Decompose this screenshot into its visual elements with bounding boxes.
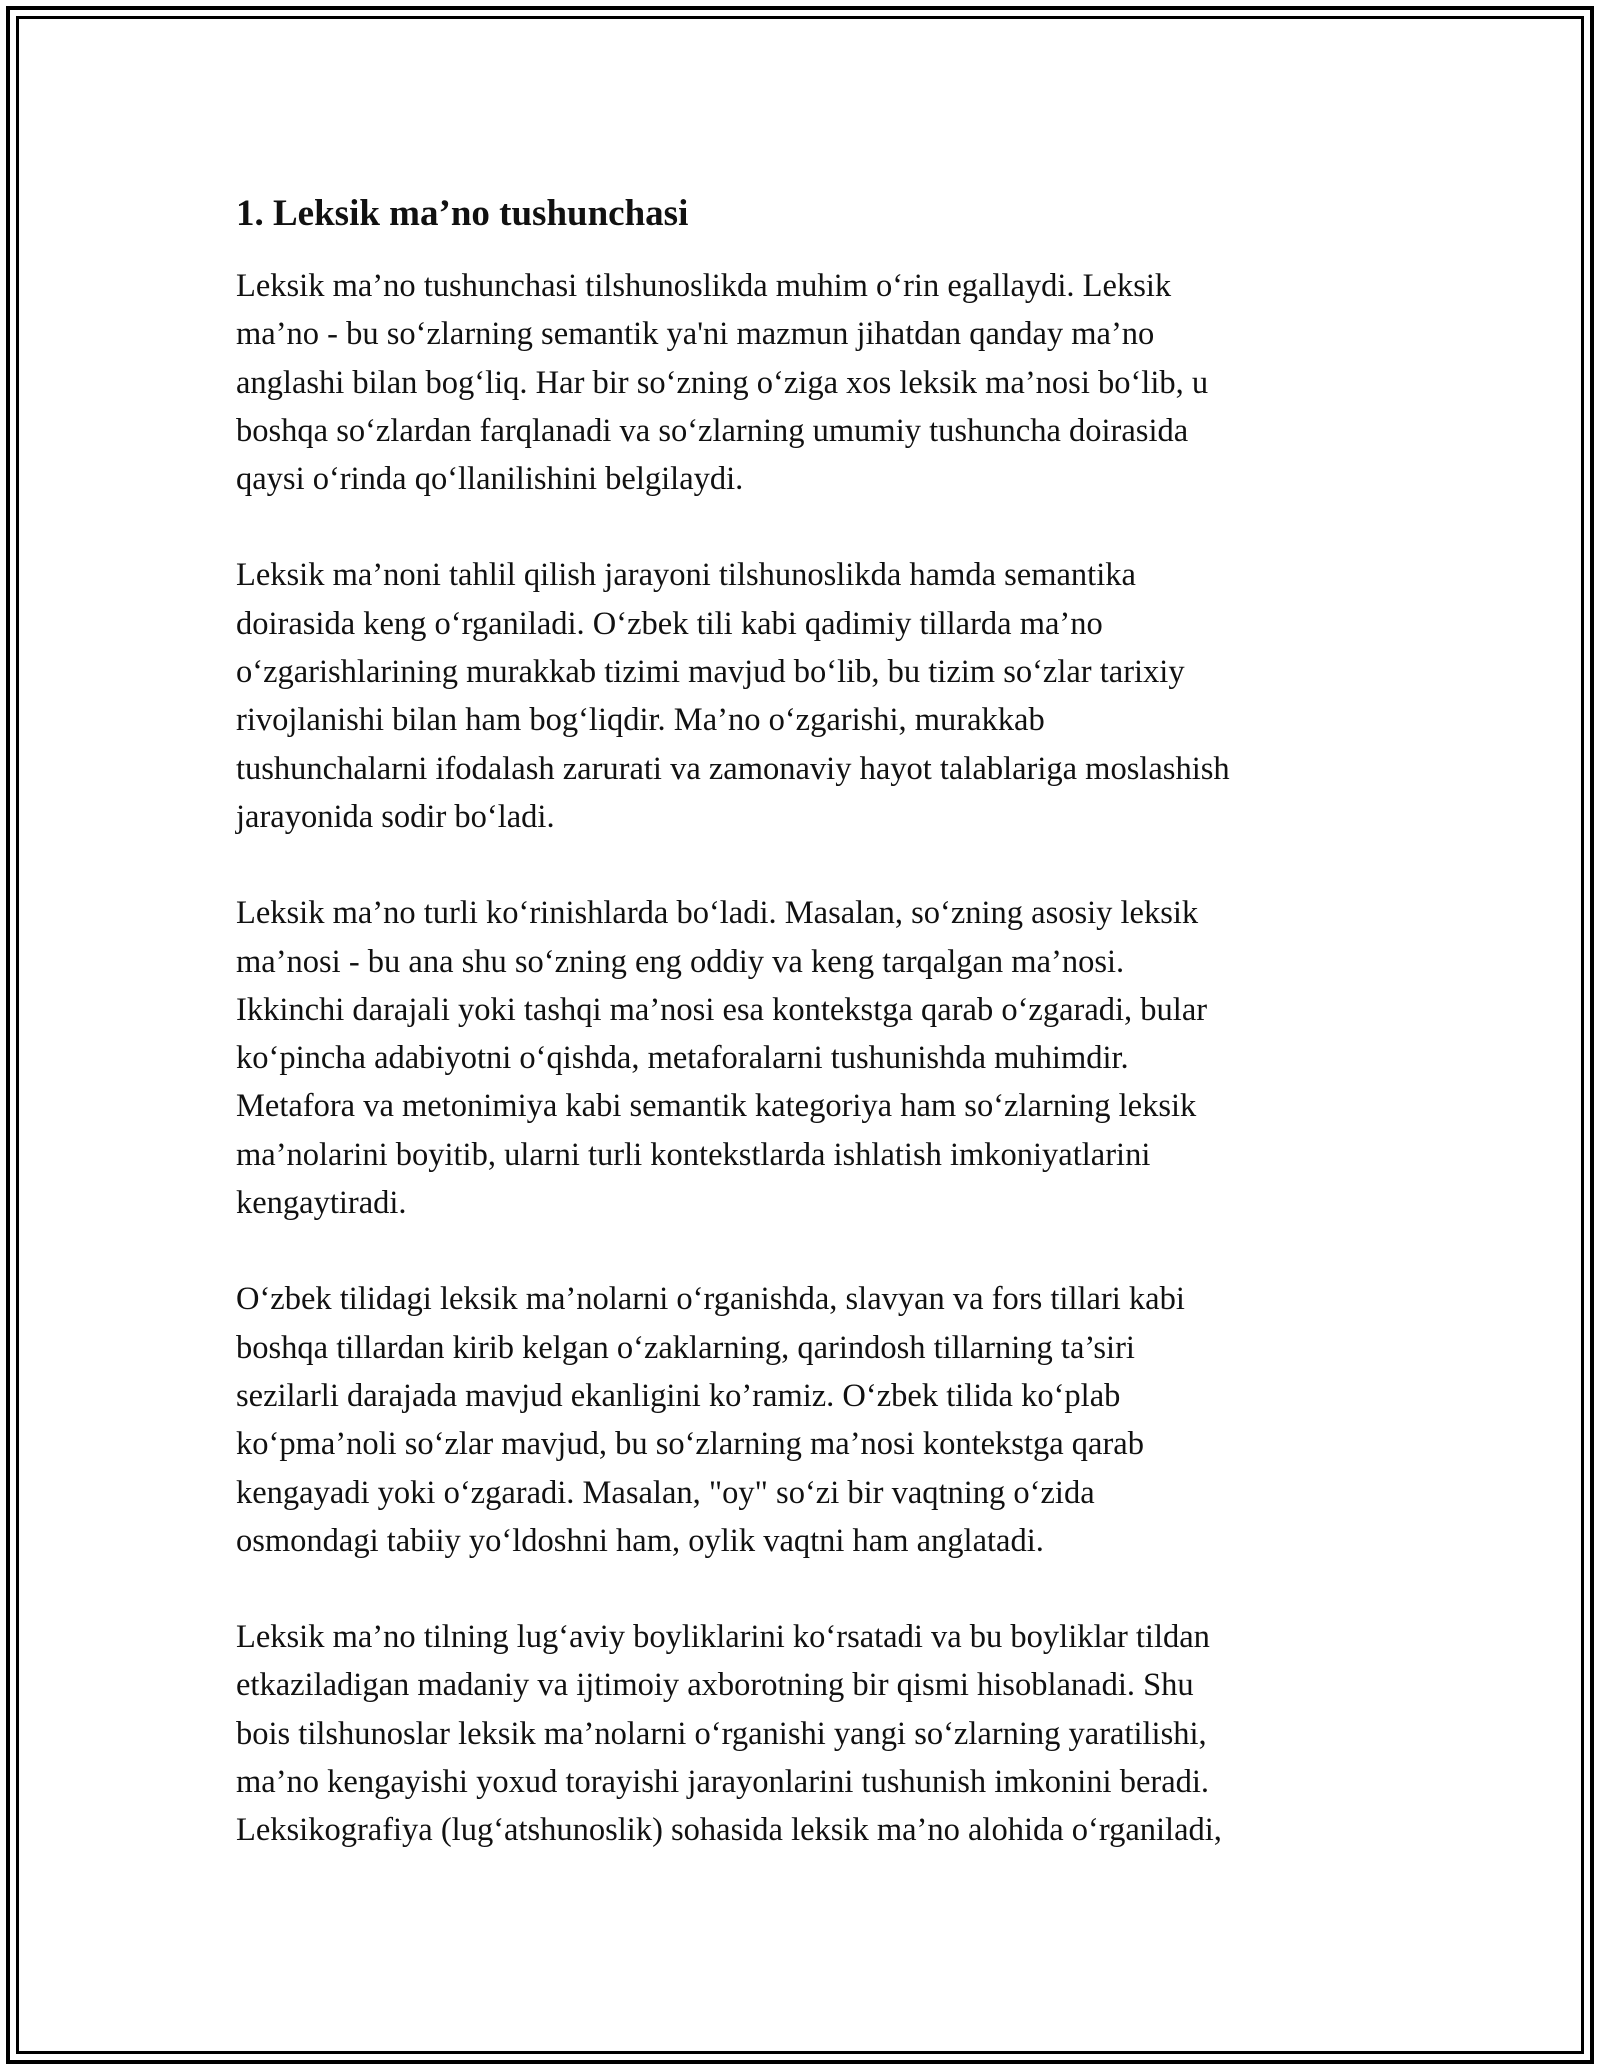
text-line: Leksik ma’no turli ko‘rinishlarda bo‘ladi. Masalan, so‘zning asosiy leksik (236, 895, 1199, 932)
paragraph-3 (236, 889, 1376, 1227)
text-line: jarayonida sodir bo‘ladi. (236, 798, 555, 835)
text-line: boshqa tillardan kirib kelgan o‘zaklarning, qarindosh tillarning ta’siri (236, 1329, 1135, 1366)
paragraph-4 (236, 1275, 1376, 1565)
text-line: ko‘pincha adabiyotni o‘qishda, metaforalarni tushunishda muhimdir. (236, 1040, 1129, 1077)
paragraph-2 (236, 551, 1376, 841)
document-body (236, 186, 1376, 1903)
text-line: doirasida keng o‘rganiladi. O‘zbek tili kabi qadimiy tillarda ma’no (236, 605, 1103, 642)
text-line: etkaziladigan madaniy va ijtimoiy axborotning bir qismi hisoblanadi. Shu (236, 1667, 1194, 1704)
text-line: boshqa so‘zlardan farqlanadi va so‘zlarning umumiy tushuncha doirasida (236, 412, 1189, 449)
text-line: ma’no kengayishi yoxud torayishi jarayonlarini tushunish imkonini beradi. (236, 1764, 1210, 1801)
text-line: ko‘pma’noli so‘zlar mavjud, bu so‘zlarning ma’nosi kontekstga qarab (236, 1426, 1144, 1463)
text-line: anglashi bilan bog‘liq. Har bir so‘zning o‘ziga xos leksik ma’nosi bo‘lib, u (236, 364, 1209, 401)
text-line: sezilarli darajada mavjud ekanligini ko’ramiz. O‘zbek tilida ko‘plab (236, 1377, 1121, 1414)
text-line: Leksik ma’no tilning lug‘aviy boyliklarini ko‘rsatadi va bu boyliklar tildan (236, 1619, 1210, 1656)
text-line: ma’nolarini boyitib, ularni turli kontekstlarda ishlatish imkoniyatlarini (236, 1136, 1151, 1173)
text-line: osmondagi tabiiy yo‘ldoshni ham, oylik vaqtni ham anglatadi. (236, 1522, 1044, 1559)
section-heading: 1. Leksik ma’no tushunchasi (236, 193, 689, 234)
text-line: Leksik ma’no tushunchasi tilshunoslikda muhim o‘rin egallaydi. Leksik (236, 268, 1172, 304)
text-line: rivojlanishi bilan ham bog‘liqdir. Ma’no o‘zgarishi, murakkab (236, 702, 1045, 739)
text-line: Metafora va metonimiya kabi semantik kategoriya ham so‘zlarning leksik (236, 1088, 1197, 1125)
text-line: o‘zgarishlarining murakkab tizimi mavjud bo‘lib, bu tizim so‘zlar tarixiy (236, 654, 1185, 691)
paragraph-5 (236, 1613, 1376, 1854)
text-line: O‘zbek tilidagi leksik ma’nolarni o‘rganishda, slavyan va fors tillari kabi (236, 1281, 1185, 1318)
text-line: Leksikografiya (lug‘atshunoslik) sohasida leksik ma’no alohida o‘rganiladi, (236, 1812, 1222, 1849)
text-line: kengaytiradi. (236, 1185, 407, 1222)
text-line: Leksik ma’noni tahlil qilish jarayoni tilshunoslikda hamda semantika (236, 557, 1136, 594)
paragraph-1 (236, 262, 1376, 503)
text-line: kengayadi yoki o‘zgaradi. Masalan, "oy" so‘zi bir vaqtning o‘zida (236, 1474, 1095, 1511)
text-line: tushunchalarni ifodalash zarurati va zamonaviy hayot talablariga moslashish (236, 750, 1230, 787)
text-line: ma’nosi - bu ana shu so‘zning eng oddiy va keng tarqalgan ma’nosi. (236, 943, 1125, 980)
text-line: bois tilshunoslar leksik ma’nolarni o‘rganishi yangi so‘zlarning yaratilishi, (236, 1715, 1207, 1752)
text-line: Ikkinchi darajali yoki tashqi ma’nosi esa kontekstga qarab o‘zgaradi, bular (236, 991, 1208, 1028)
text-line: ma’no - bu so‘zlarning semantik ya'ni mazmun jihatdan qanday ma’no (236, 316, 1155, 353)
text-line: qaysi o‘rinda qo‘llanilishini belgilaydi. (236, 461, 744, 498)
